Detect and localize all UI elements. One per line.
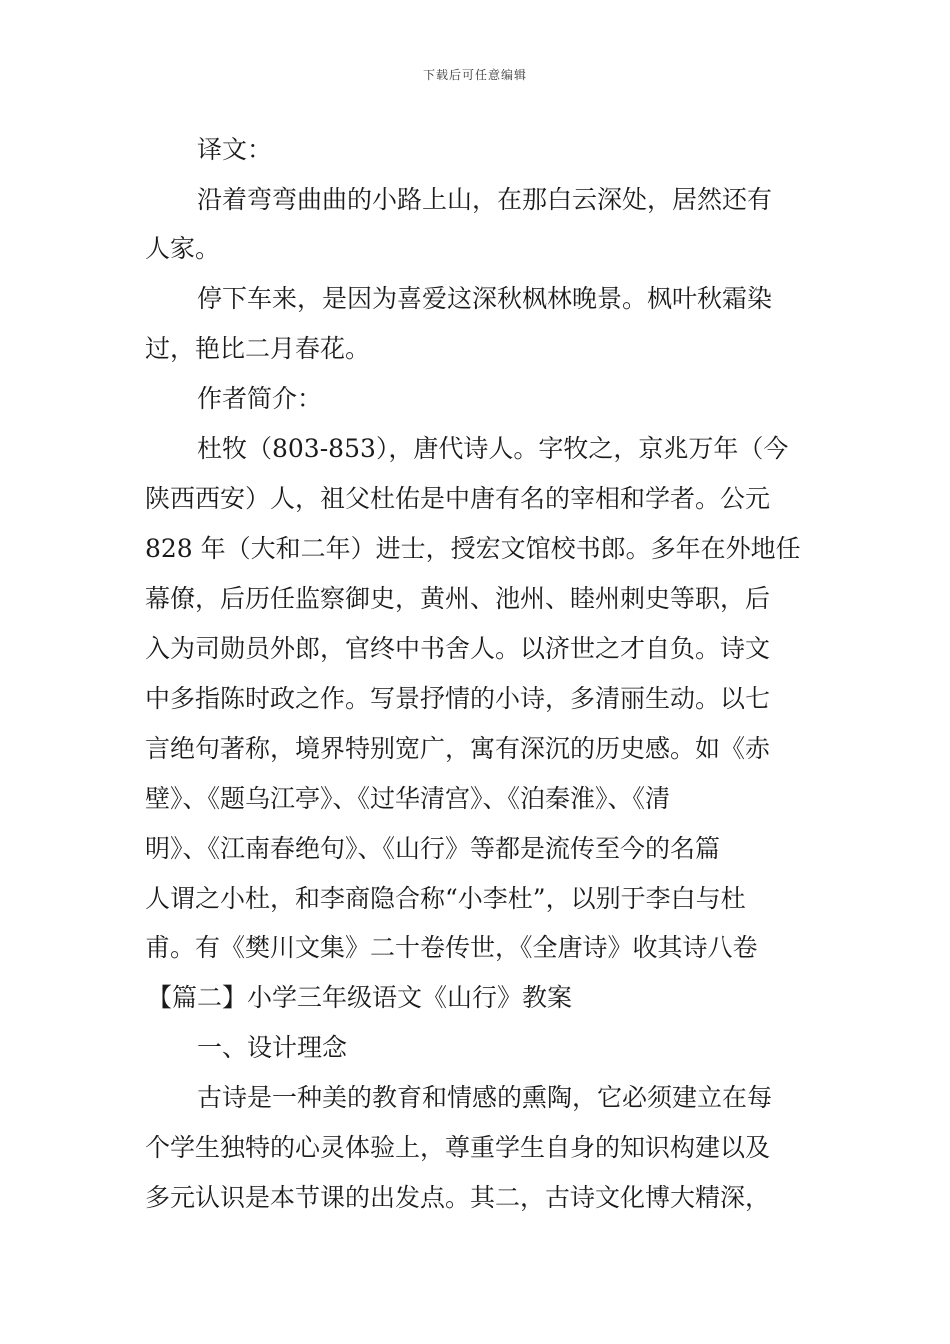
subsection-heading: 一、设计理念 [197,1033,348,1062]
text-line: 828 年（大和二年）进士，授宏文馆校书郎。多年在外地任 [145,534,801,563]
text-line: 陕西西安）人，祖父杜佑是中唐有名的宰相和学者。公元 [145,484,771,513]
text-line: 幕僚，后历任监察御史，黄州、池州、睦州刺史等职，后 [145,584,771,613]
text-line: 多元认识是本节课的出发点。其二，古诗文化博大精深， [145,1183,771,1212]
text-line: 译文： [197,135,273,164]
text-line: 沿着弯弯曲曲的小路上山，在那白云深处，居然还有 [197,185,773,214]
text-line: 古诗是一种美的教育和情感的熏陶，它必须建立在每 [197,1083,773,1112]
text-line: 人谓之小杜，和李商隐合称“小李杜”，以别于李白与杜 [145,884,746,913]
text-line: 入为司勋员外郎，官终中书舍人。以济世之才自负。诗文 [145,634,771,663]
text-line: 言绝句著称，境界特别宽广，寓有深沉的历史感。如《赤 [145,734,771,763]
page-header: 下载后可任意编辑 [422,68,527,82]
text-line: 杜牧（803-853），唐代诗人。字牧之，京兆万年（今 [197,434,789,463]
text-line: 个学生独特的心灵体验上，尊重学生自身的知识构建以及 [145,1133,771,1162]
text-line: 甫。有《樊川文集》二十卷传世，《全唐诗》收其诗八卷 [145,933,758,962]
text-line: 停下车来，是因为喜爱这深秋枫林晚景。枫叶秋霜染 [197,284,773,313]
text-line: 中多指陈时政之作。写景抒情的小诗，多清丽生动。以七 [145,684,771,713]
text-line: 明》、《江南春绝句》、《山行》等都是流传至今的名篇 [145,834,721,863]
text-line: 过，艳比二月春花。 [145,334,371,363]
section-heading: 【篇二】小学三年级语文《山行》教案 [147,983,573,1012]
text-line: 人家。 [145,234,221,263]
text-line: 壁》、《题乌江亭》、《过华清宫》、《泊秦淮》、《清 [145,784,671,813]
text-line: 作者简介： [197,384,323,413]
